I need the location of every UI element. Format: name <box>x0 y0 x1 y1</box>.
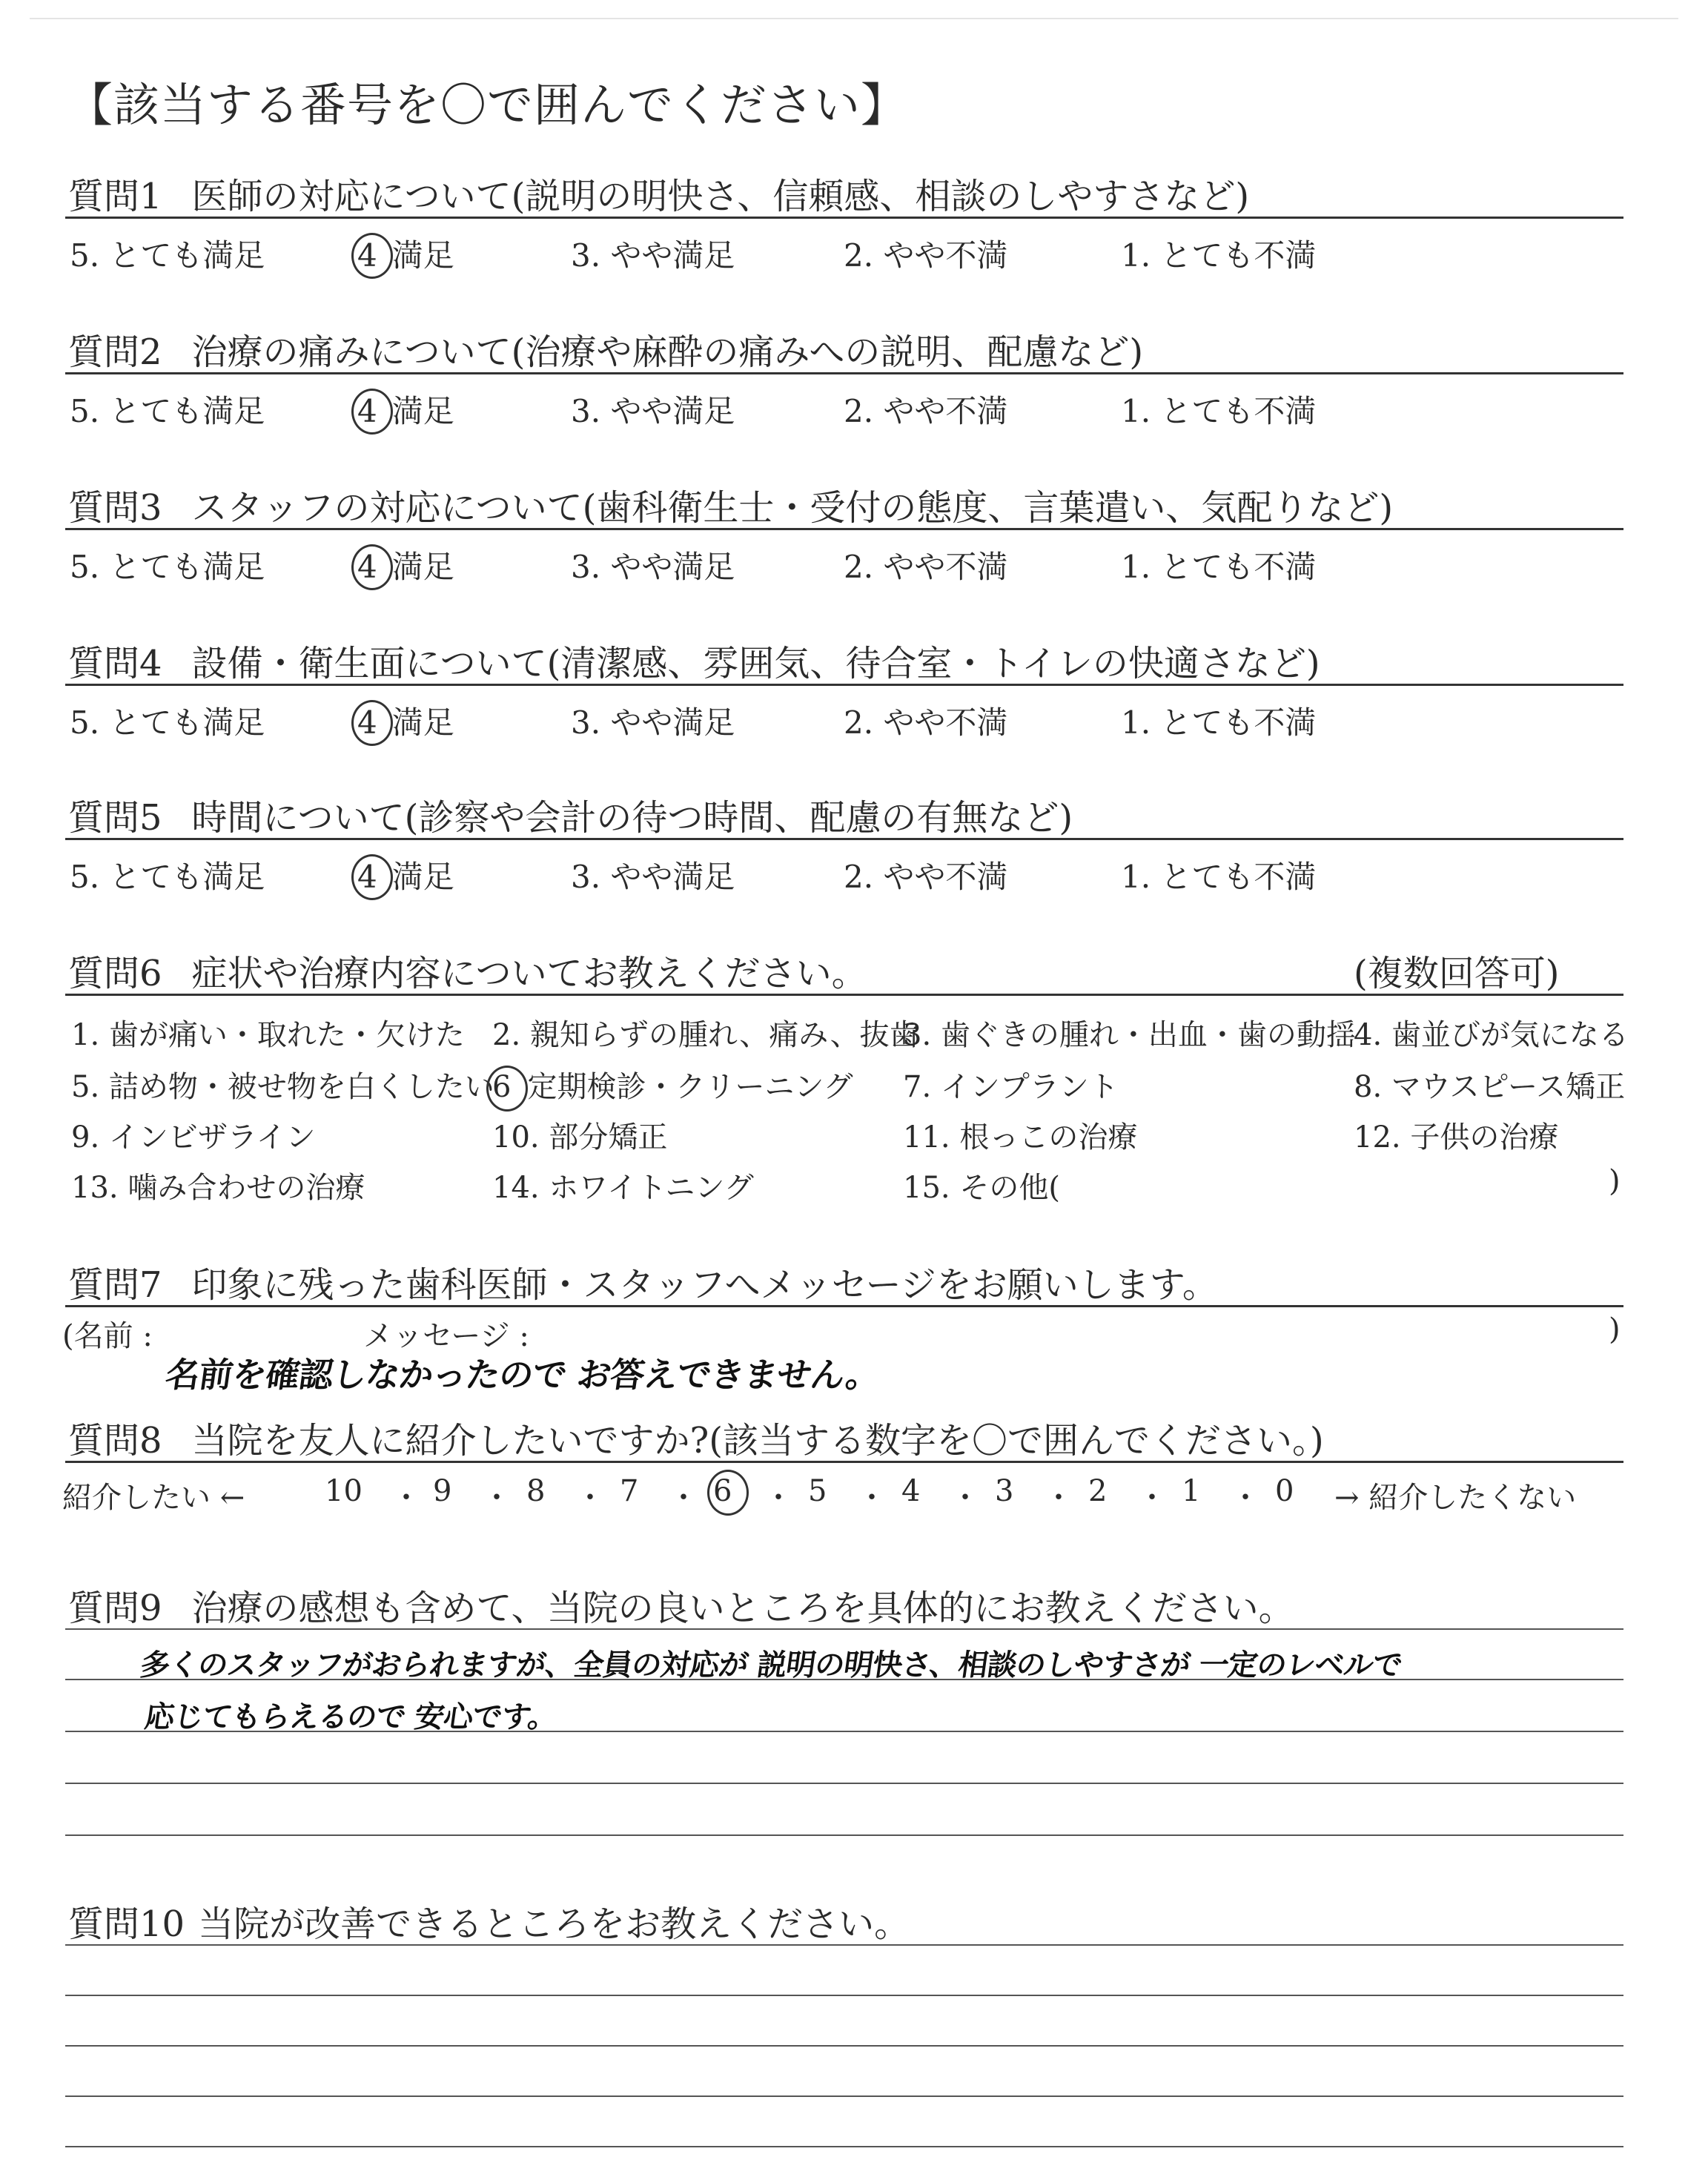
q1-opt-1[interactable]: 1. とても不満 <box>1121 237 1317 274</box>
page-title: 【該当する番号を〇で囲んでください】 <box>67 78 908 132</box>
question-2 <box>68 323 1143 374</box>
q6-choice-7[interactable]: 7. インプラント <box>903 1070 1119 1104</box>
q9-line-4 <box>65 1783 1623 1784</box>
q7-handwritten-answer[interactable]: 名前を確認しなかったので お答えできません。 <box>162 1355 883 1395</box>
question-4 <box>68 635 1320 686</box>
q6-note: (複数回答可) <box>1354 953 1560 994</box>
q8-dot: ・ <box>391 1481 421 1515</box>
q2-label: 質問2 <box>68 331 162 373</box>
q2-opt-3[interactable]: 3. やや満足 <box>571 393 735 429</box>
q8-scale-1[interactable]: 1 <box>1182 1474 1201 1508</box>
q4-opt-4[interactable]: 4 満足 <box>357 704 454 741</box>
answer-circle: 6 <box>713 1474 732 1508</box>
q4-opt-1[interactable]: 1. とても不満 <box>1121 704 1317 741</box>
q8-dot: ・ <box>857 1481 887 1515</box>
q4-opt-3[interactable]: 3. やや満足 <box>571 704 735 741</box>
q6-choice-12[interactable]: 12. 子供の治療 <box>1354 1120 1559 1155</box>
q8-dot: ・ <box>482 1481 512 1515</box>
q8-scale-5[interactable]: 5 <box>808 1474 827 1508</box>
q6-choice-2[interactable]: 2. 親知らずの腫れ、痛み、抜歯 <box>492 1018 919 1052</box>
q6-choice-5[interactable]: 5. 詰め物・被せ物を白くしたい <box>71 1070 494 1104</box>
q6-choice-8[interactable]: 8. マウスピース矯正 <box>1354 1070 1626 1104</box>
q1-label: 質問1 <box>68 176 162 217</box>
q8-scale-6[interactable] <box>713 1474 732 1508</box>
q2-opt-5[interactable]: 5. とても満足 <box>70 393 265 429</box>
q8-scale-4[interactable]: 4 <box>901 1474 921 1508</box>
q8-dot: ・ <box>1231 1481 1260 1515</box>
q5-rule <box>65 838 1623 840</box>
q3-label: 質問3 <box>68 487 162 529</box>
q6-rule <box>65 994 1623 996</box>
answer-circle: 4 <box>357 704 377 741</box>
q1-opt-4[interactable]: 4 満足 <box>357 237 454 274</box>
q8-scale-8[interactable]: 8 <box>526 1474 546 1508</box>
q5-text: 時間について(診察や会計の待つ時間、配慮の有無など) <box>191 797 1073 839</box>
q9-text: 治療の感想も含めて、当院の良いところを具体的にお教えください。 <box>191 1588 1294 1629</box>
q10-line-1 <box>65 1944 1623 1946</box>
q10-label: 質問10 <box>68 1903 185 1945</box>
q6-choice-4[interactable]: 4. 歯並びが気になる <box>1354 1018 1629 1052</box>
q8-text: 当院を友人に紹介したいですか?(該当する数字を〇で囲んでください。) <box>191 1420 1324 1462</box>
q4-text: 設備・衛生面について(清潔感、雰囲気、待合室・トイレの快適さなど) <box>191 643 1320 684</box>
q3-opt-4[interactable]: 4 満足 <box>357 549 454 585</box>
q8-left-label: 紹介したい ← <box>62 1481 245 1515</box>
q3-opt-2[interactable]: 2. やや不満 <box>844 549 1008 585</box>
q7-message-label: メッセージ : <box>363 1319 529 1353</box>
q7-rule <box>65 1305 1623 1307</box>
q8-scale-9[interactable]: 9 <box>433 1474 452 1508</box>
answer-circle: 6 <box>492 1070 512 1104</box>
q9-label: 質問9 <box>68 1588 162 1629</box>
q8-scale-2[interactable]: 2 <box>1088 1474 1108 1508</box>
question-3 <box>68 479 1393 530</box>
q10-line-2 <box>65 1995 1623 1996</box>
q6-choice-14[interactable]: 14. ホワイトニング <box>492 1171 754 1205</box>
q8-dot: ・ <box>575 1481 605 1515</box>
q4-rule <box>65 684 1623 686</box>
q1-opt-2[interactable]: 2. やや不満 <box>844 237 1008 274</box>
q6-text: 症状や治療内容についてお教えください。 <box>191 953 867 994</box>
top-border <box>30 18 1678 19</box>
q3-rule <box>65 528 1623 530</box>
question-7 <box>68 1256 1218 1307</box>
q8-scale-10[interactable]: 10 <box>325 1474 363 1508</box>
q3-opt-3[interactable]: 3. やや満足 <box>571 549 735 585</box>
q6-choice-13[interactable]: 13. 噛み合わせの治療 <box>71 1171 365 1205</box>
q5-opt-3[interactable]: 3. やや満足 <box>571 859 735 895</box>
q7-label: 質問7 <box>68 1264 162 1306</box>
q5-opt-5[interactable]: 5. とても満足 <box>70 859 265 895</box>
answer-circle: 4 <box>357 237 377 274</box>
q6-choice-1[interactable]: 1. 歯が痛い・取れた・欠けた <box>71 1018 465 1052</box>
q8-dot: ・ <box>1137 1481 1167 1515</box>
question-6 <box>68 945 867 996</box>
q6-choice-15[interactable]: 15. その他( <box>903 1171 1060 1205</box>
q8-scale-7[interactable]: 7 <box>620 1474 639 1508</box>
q5-opt-4[interactable]: 4 満足 <box>357 859 454 895</box>
q6-choice-3[interactable]: 3. 歯ぐきの腫れ・出血・歯の動揺 <box>903 1018 1356 1052</box>
q2-text: 治療の痛みについて(治療や麻酔の痛みへの説明、配慮など) <box>191 331 1144 373</box>
q7-close: ) <box>1609 1312 1621 1347</box>
q8-dot: ・ <box>950 1481 980 1515</box>
question-5 <box>68 789 1073 840</box>
q9-handwritten-line-2[interactable]: 応じてもらえるので 安心です。 <box>142 1700 560 1734</box>
q6-choice-15-close: ) <box>1609 1164 1621 1198</box>
q8-label: 質問8 <box>68 1420 162 1462</box>
q5-opt-1[interactable]: 1. とても不満 <box>1121 859 1317 895</box>
q9-line-1 <box>65 1628 1623 1630</box>
q8-dot: ・ <box>764 1481 793 1515</box>
q9-line-2 <box>65 1679 1623 1680</box>
q2-opt-4[interactable]: 4 満足 <box>357 393 454 429</box>
q8-rule <box>65 1461 1623 1463</box>
q10-text: 当院が改善できるところをお教えください。 <box>198 1903 910 1945</box>
q3-opt-5[interactable]: 5. とても満足 <box>70 549 265 585</box>
q1-opt-5[interactable]: 5. とても満足 <box>70 237 265 274</box>
q4-opt-5[interactable]: 5. とても満足 <box>70 704 265 741</box>
q8-right-label: → 紹介したくない <box>1334 1481 1577 1515</box>
q4-label: 質問4 <box>68 643 162 684</box>
q2-opt-2[interactable]: 2. やや不満 <box>844 393 1008 429</box>
q9-handwritten-line-1[interactable]: 多くのスタッフがおられますが、全員の対応が 説明の明快さ、相談のしやすさが 一定のレベルで <box>138 1648 1405 1682</box>
answer-circle: 4 <box>357 859 377 895</box>
q6-choice-11[interactable]: 11. 根っこの治療 <box>903 1120 1138 1155</box>
question-9 <box>68 1579 1294 1631</box>
answer-circle: 4 <box>357 393 377 429</box>
q4-opt-2[interactable]: 2. やや不満 <box>844 704 1008 741</box>
q1-text: 医師の対応について(説明の明快さ、信頼感、相談のしやすさなど) <box>191 176 1250 217</box>
question-10 <box>68 1895 910 1946</box>
question-8 <box>68 1412 1324 1463</box>
q1-opt-3[interactable]: 3. やや満足 <box>571 237 735 274</box>
q2-opt-1[interactable]: 1. とても不満 <box>1121 393 1317 429</box>
q8-dot: ・ <box>1044 1481 1073 1515</box>
q6-choice-9[interactable]: 9. インビザライン <box>71 1120 316 1155</box>
q5-label: 質問5 <box>68 797 162 839</box>
q7-name-label: (名前 : <box>62 1319 153 1353</box>
q8-scale-0[interactable]: 0 <box>1275 1474 1294 1508</box>
q1-rule <box>65 217 1623 219</box>
q9-line-5 <box>65 1834 1623 1836</box>
q7-text: 印象に残った歯科医師・スタッフへメッセージをお願いします。 <box>191 1264 1218 1306</box>
q5-opt-2[interactable]: 2. やや不満 <box>844 859 1008 895</box>
question-1 <box>68 168 1249 219</box>
q8-scale-3[interactable]: 3 <box>995 1474 1014 1508</box>
q6-choice-6[interactable]: 6 定期検診・クリーニング <box>492 1070 853 1104</box>
q6-choice-10[interactable]: 10. 部分矯正 <box>492 1120 668 1155</box>
q2-rule <box>65 372 1623 374</box>
answer-circle: 4 <box>357 549 377 585</box>
q10-line-4 <box>65 2095 1623 2097</box>
q10-line-5 <box>65 2146 1623 2147</box>
q10-line-3 <box>65 2045 1623 2047</box>
q3-opt-1[interactable]: 1. とても不満 <box>1121 549 1317 585</box>
q8-dot: ・ <box>669 1481 698 1515</box>
q6-label: 質問6 <box>68 953 162 994</box>
q9-line-3 <box>65 1731 1623 1732</box>
q3-text: スタッフの対応について(歯科衛生士・受付の態度、言葉遣い、気配りなど) <box>191 487 1394 529</box>
